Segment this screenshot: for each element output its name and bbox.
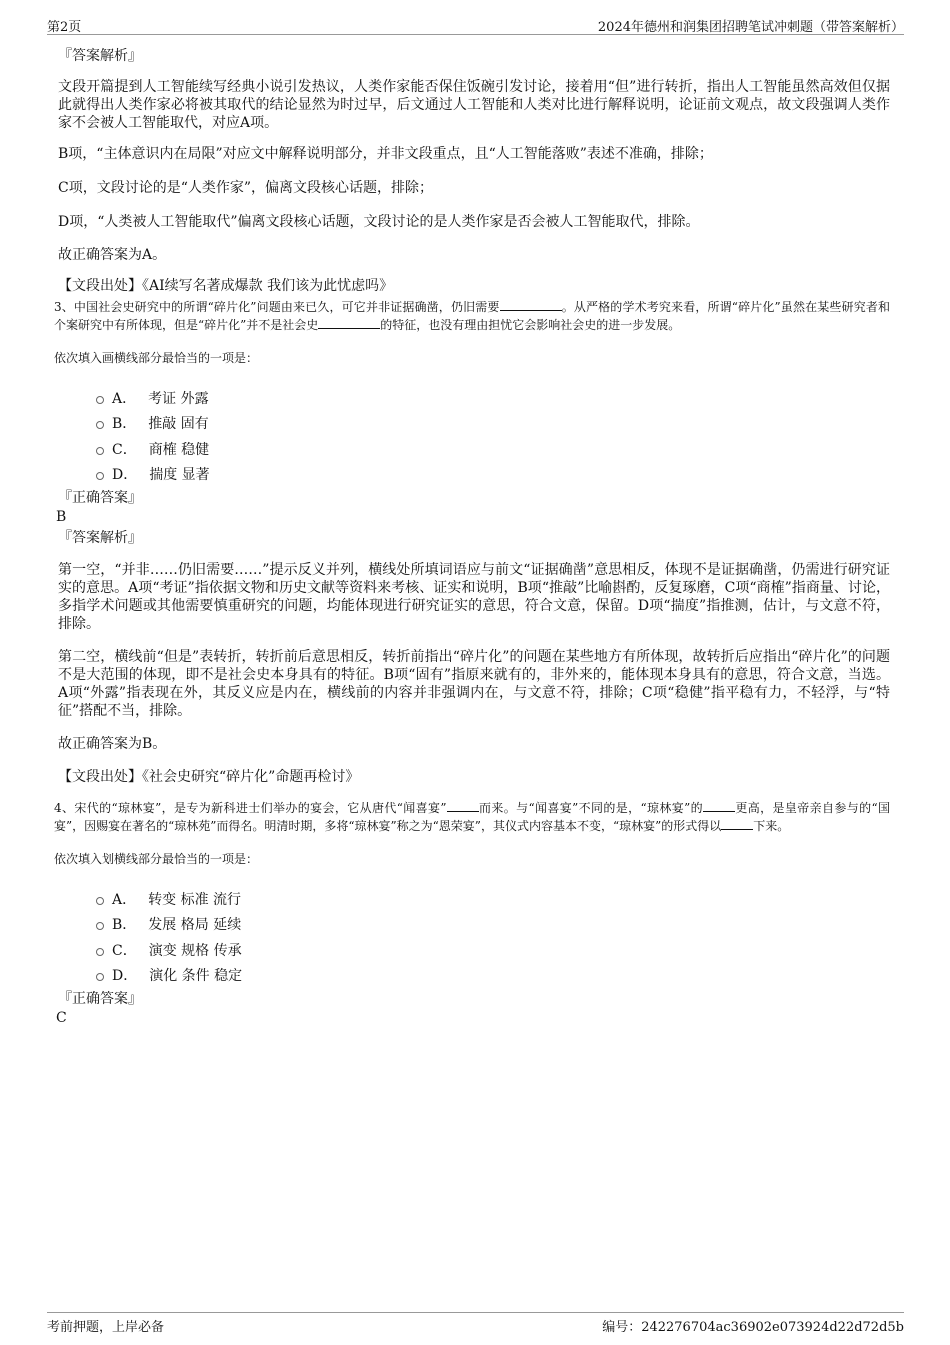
- footer-slogan: 考前押题，上岸必备: [47, 1320, 165, 1335]
- option-c[interactable]: C． 演变 规格 传承: [58, 937, 890, 963]
- blank-line: [721, 817, 753, 830]
- blank-line: [447, 799, 479, 812]
- document-code: 编号：242276704ac36902e073924d22d72d5b: [602, 1320, 904, 1335]
- option-a[interactable]: A． 考证 外露: [58, 385, 890, 411]
- source-citation: 【文段出处】《AI续写名著成爆款 我们该为此忧虑吗》: [58, 278, 394, 294]
- question-stem: 4、宋代的“琼林宴”，是专为新科进士们举办的宴会，它从唐代“闻喜宴” 而来。与“闻喜宴”不同的是，“琼林宴”的 更高，是皇帝亲自参与的“国宴”，因赐宴在著名的“琼林苑”而得名。明清时期，多将“琼林宴”称之为“恩荣宴”，其仪式内容基本不变，“琼林宴”的形式得以 下来。: [54, 801, 890, 833]
- correct-answer: C: [56, 1010, 67, 1026]
- question-prompt: 依次填入划横线部分最恰当的一项是：: [54, 852, 259, 866]
- analysis-paragraph: 第一空，“并非……仍旧需要……”提示反义并列，横线处所填词语应与前文“证据确凿”意思相反，体现不是证据确凿，仍需进行研究证实的意思。A项“考证”指依据文物和历史文献等资料来考核、证实和说明，B项“推敲”比喻斟酌，反复琢磨，C项“商榷”指商量、讨论，多指学术问题或其他需要慎重研究的问题，均能体现进行研究证实的意思，符合文意，保留。D项“揣度”指推测，估计，与文意不符，排除。: [58, 562, 890, 632]
- option-d[interactable]: D． 揣度 显著: [58, 462, 890, 488]
- option-b[interactable]: B． 推敲 固有: [58, 411, 890, 437]
- option-list: [58, 385, 890, 487]
- radio-icon[interactable]: [96, 973, 104, 981]
- blank-line: [703, 799, 735, 812]
- analysis-paragraph: 第二空，横线前“但是”表转折，转折前后意思相反，转折前指出“碎片化”的问题在某些地方有所体现，故转折后应指出“碎片化”的问题不是大范围的体现，即不是社会史本身具有的特征。B项“固有”指原来就有的，非外来的，能体现本身具有的意思，符合文意，当选。A项“外露”指表现在外，其反义应是内在，横线前的内容并非强调内在，与文意不符，排除；C项“稳健”指平稳有力，不轻浮，与“特征”搭配不当，排除。: [58, 649, 890, 719]
- radio-icon[interactable]: [96, 897, 104, 905]
- radio-icon[interactable]: [96, 421, 104, 429]
- analysis-paragraph: D项，“人类被人工智能取代”偏离文段核心话题，文段讨论的是人类作家是否会被人工智能取代，排除。: [58, 214, 700, 230]
- blank-line: [500, 298, 562, 311]
- option-c[interactable]: C． 商榷 稳健: [58, 436, 890, 462]
- page-number: 第2页: [47, 20, 82, 35]
- correct-answer-label: 『正确答案』: [58, 991, 142, 1007]
- page-header: [47, 14, 904, 35]
- radio-icon[interactable]: [96, 948, 104, 956]
- page-content: [54, 46, 890, 1027]
- option-d[interactable]: D． 演化 条件 稳定: [58, 963, 890, 989]
- answer-conclusion: 故正确答案为B。: [58, 736, 167, 752]
- analysis-paragraph: B项，“主体意识内在局限”对应文中解释说明部分，并非文段重点，且“人工智能落败”表述不准确，排除；: [58, 146, 713, 162]
- source-citation: 【文段出处】《社会史研究“碎片化”命题再检讨》: [58, 769, 360, 785]
- analysis-paragraph: C项，文段讨论的是“人类作家”，偏离文段核心话题，排除；: [58, 180, 434, 196]
- question-stem: 3、中国社会史研究中的所谓“碎片化”问题由来已久，可它并非证据确凿，仍旧需要 。从严格的学术考究来看，所谓“碎片化”虽然在某些研究者和个案研究中有所体现，但是“碎片化”并不是社会史 的特征，也没有理由担忧它会影响社会史的进一步发展。: [54, 300, 890, 332]
- radio-icon[interactable]: [96, 396, 104, 404]
- question-prompt: 依次填入画横线部分最恰当的一项是：: [54, 351, 259, 365]
- radio-icon[interactable]: [96, 922, 104, 930]
- blank-line: [318, 316, 380, 329]
- analysis-label: 『答案解析』: [58, 530, 142, 546]
- analysis-paragraph: 文段开篇提到人工智能续写经典小说引发热议，人类作家能否保住饭碗引发讨论，接着用“但”进行转折，指出人工智能虽然高效但仅据此就得出人类作家必将被其取代的结论显然为时过早，后文通过人工智能和人类对比进行解释说明，论证前文观点，故文段强调人类作家不会被人工智能取代，对应A项。: [58, 79, 890, 131]
- option-b[interactable]: B． 发展 格局 延续: [58, 912, 890, 938]
- answer-conclusion: 故正确答案为A。: [58, 247, 167, 263]
- correct-answer: B: [56, 509, 67, 525]
- document-title: 2024年德州和润集团招聘笔试冲刺题（带答案解析）: [597, 20, 904, 35]
- page-footer: [47, 1312, 904, 1335]
- radio-icon[interactable]: [96, 472, 104, 480]
- correct-answer-label: 『正确答案』: [58, 490, 142, 506]
- analysis-label: 『答案解析』: [58, 48, 142, 64]
- option-list: [58, 886, 890, 988]
- radio-icon[interactable]: [96, 447, 104, 455]
- option-a[interactable]: A． 转变 标准 流行: [58, 886, 890, 912]
